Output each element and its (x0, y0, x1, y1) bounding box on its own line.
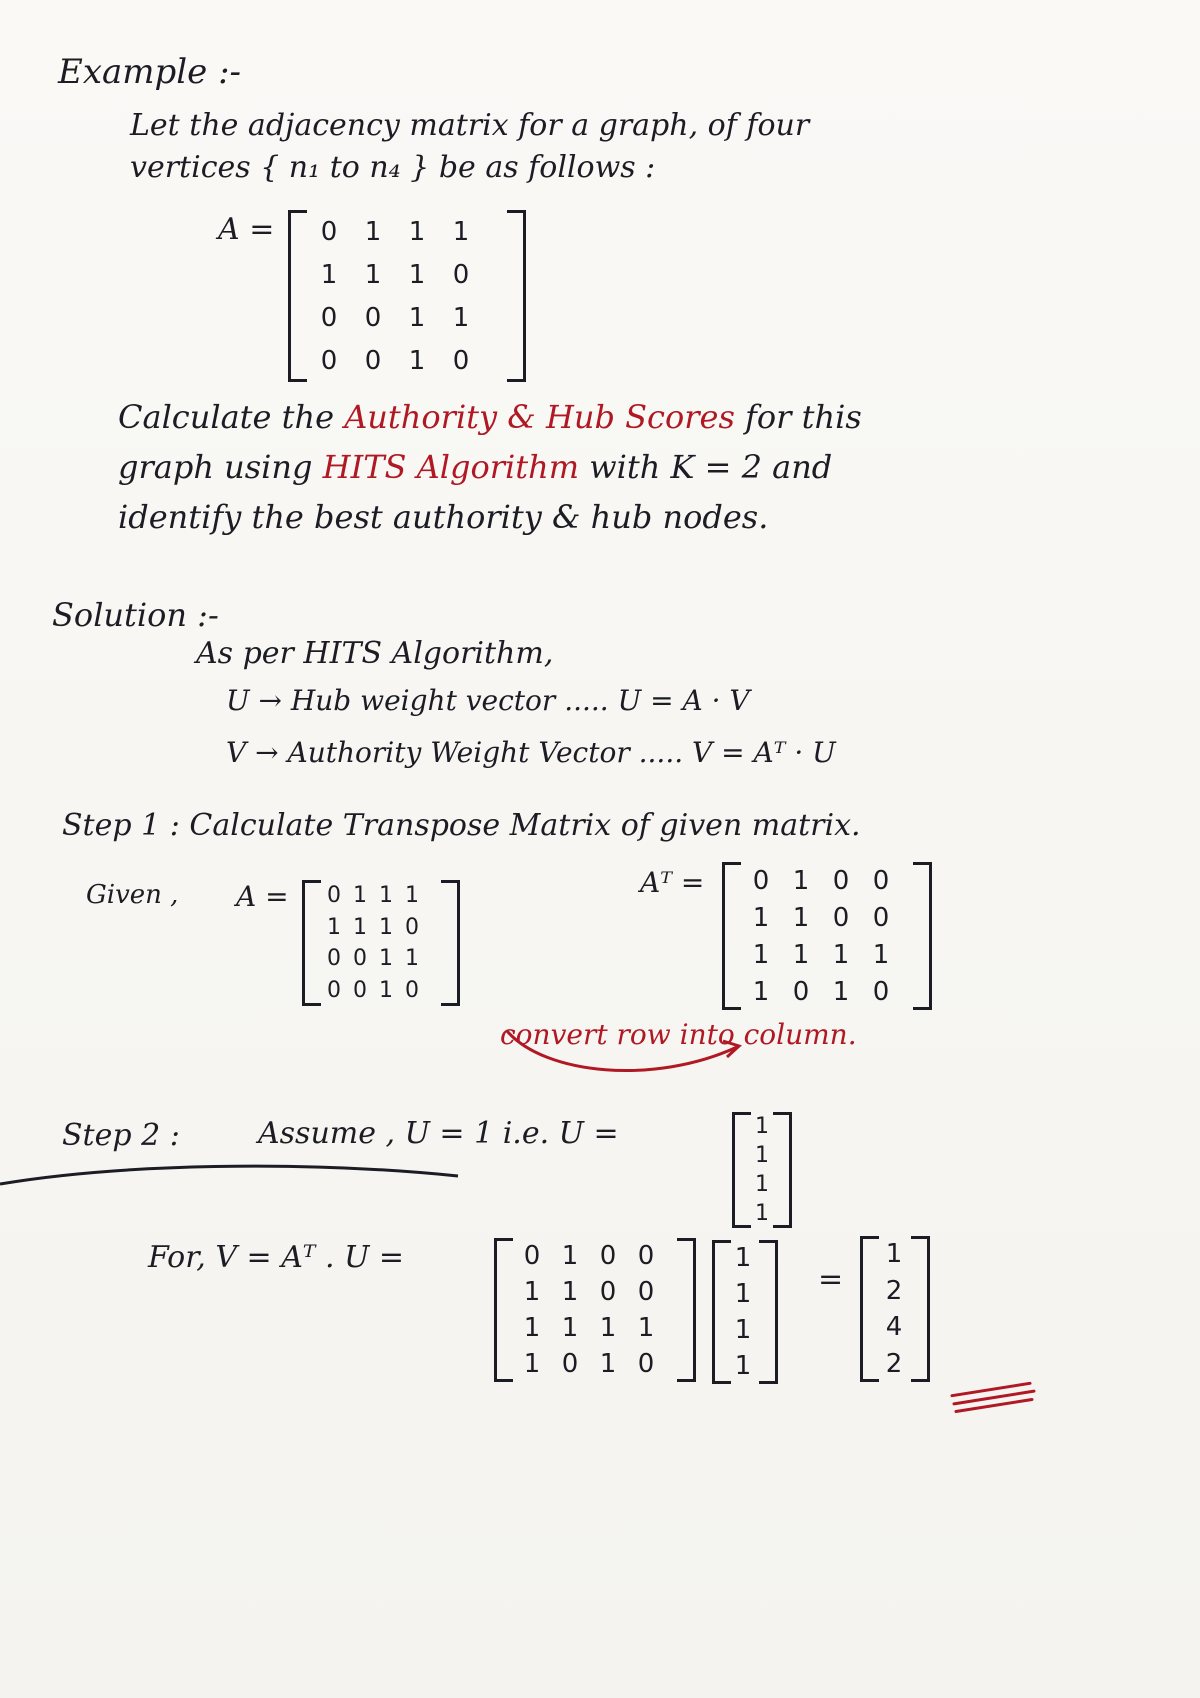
matrix-cell: 0 (353, 977, 367, 1003)
matrix-cell: 1 (561, 1277, 579, 1307)
matrix-cell: 1 (408, 216, 426, 247)
matrix-cell: 1 (755, 1172, 769, 1197)
intro-line-2: vertices { n₁ to n₄ } be as follows : (130, 150, 656, 185)
matrix-cell: 1 (561, 1313, 579, 1343)
matrix-cell: 1 (885, 1239, 903, 1270)
matrix-cell: 0 (752, 865, 770, 896)
result-vector (860, 1236, 930, 1382)
matrix-cell: 1 (599, 1349, 617, 1379)
matrix-cell: 1 (408, 345, 426, 376)
left-bracket (722, 862, 741, 1010)
matrix-cell: 1 (755, 1143, 769, 1168)
u-vector-cells (751, 1112, 773, 1228)
matrix-cell: 1 (561, 1241, 579, 1271)
matrix-cell: 0 (832, 902, 850, 933)
right-bracket (911, 1236, 930, 1382)
matrix-cell: 1 (320, 259, 338, 290)
left-bracket (494, 1238, 513, 1382)
matrix-cell: 0 (872, 902, 890, 933)
matrix-cell: 1 (792, 939, 810, 970)
question-text: for this (745, 398, 862, 436)
matrix-cell: 0 (327, 946, 341, 972)
matrix-cell: 1 (752, 902, 770, 933)
right-bracket (441, 880, 460, 1006)
u-vector (732, 1112, 792, 1228)
matrix-cell: 1 (755, 1114, 769, 1139)
matrix-cell: 1 (752, 976, 770, 1007)
matrix-cell: 1 (832, 976, 850, 1007)
matrix-cell: 1 (327, 914, 341, 940)
matrix-cell: 4 (885, 1312, 903, 1343)
step1-a-label: A = (236, 880, 289, 913)
matrix-cell: 1 (452, 216, 470, 247)
left-bracket (712, 1240, 731, 1384)
step1-at-label: Aᵀ = (640, 866, 705, 899)
matrix-cell: 0 (599, 1241, 617, 1271)
step1-matrix-a (302, 880, 460, 1006)
assume-text: Assume , U = 1 i.e. U = (258, 1116, 619, 1151)
right-bracket (759, 1240, 778, 1384)
step1-heading (62, 808, 861, 843)
left-bracket (288, 210, 307, 382)
right-bracket (773, 1112, 792, 1228)
matrix-a-label: A = (218, 212, 275, 247)
matrix-cell: 0 (523, 1241, 541, 1271)
matrix-cell: 0 (320, 216, 338, 247)
step2-heading: Step 2 : (62, 1118, 180, 1153)
matrix-cell: 1 (755, 1201, 769, 1226)
question-text: with K = 2 and (589, 448, 833, 486)
matrix-cell: 0 (872, 865, 890, 896)
matrix-cell: 1 (637, 1313, 655, 1343)
matrix-cell: 0 (452, 259, 470, 290)
underline-mark (950, 1382, 1031, 1398)
matrix-cell: 0 (452, 345, 470, 376)
matrix-cell: 0 (327, 883, 341, 909)
left-bracket (302, 880, 321, 1006)
result-vector-cells (879, 1236, 911, 1382)
matrix-cell: 1 (452, 302, 470, 333)
step1-label: Step 1 : (62, 808, 180, 843)
matrix-a-top-cells (307, 210, 507, 382)
matrix-cell: 0 (320, 345, 338, 376)
intro-line-1: Let the adjacency matrix for a graph, of four (130, 108, 810, 143)
matrix-cell: 1 (364, 259, 382, 290)
matrix-cell: 2 (885, 1348, 903, 1379)
matrix-cell: 0 (364, 302, 382, 333)
step1-matrix-at (722, 862, 932, 1010)
question-line-1 (118, 398, 862, 436)
matrix-cell: 1 (379, 883, 393, 909)
matrix-cell: 1 (872, 939, 890, 970)
matrix-cell: 0 (320, 302, 338, 333)
matrix-cell: 1 (379, 977, 393, 1003)
step1-matrix-a-cells (321, 880, 441, 1006)
matrix-cell: 1 (353, 883, 367, 909)
matrix-cell: 0 (637, 1277, 655, 1307)
right-bracket (913, 862, 932, 1010)
question-text: Calculate the (118, 398, 335, 436)
matrix-cell: 1 (379, 946, 393, 972)
question-line-2 (118, 448, 832, 486)
matrix-cell: 0 (327, 977, 341, 1003)
matrix-cell: 1 (792, 865, 810, 896)
left-bracket (732, 1112, 751, 1228)
matrix-cell: 0 (364, 345, 382, 376)
matrix-cell: 1 (405, 946, 419, 972)
for-v-label: For, V = Aᵀ . U = (148, 1240, 405, 1275)
step2-matrix-at-cells (513, 1238, 677, 1382)
matrix-cell: 1 (523, 1349, 541, 1379)
step1-text: Calculate Transpose Matrix of given matrix. (189, 808, 861, 843)
left-bracket (860, 1236, 879, 1382)
matrix-cell: 1 (408, 302, 426, 333)
question-highlight: Authority & Hub Scores (344, 398, 735, 436)
question-text: graph using (118, 448, 313, 486)
matrix-cell: 2 (885, 1275, 903, 1306)
right-bracket (677, 1238, 696, 1382)
matrix-cell: 1 (734, 1279, 752, 1309)
matrix-cell: 0 (405, 914, 419, 940)
matrix-a-top (288, 210, 526, 382)
question-highlight: HITS Algorithm (322, 448, 580, 486)
matrix-cell: 1 (752, 939, 770, 970)
matrix-cell: 1 (379, 914, 393, 940)
matrix-cell: 0 (599, 1277, 617, 1307)
matrix-cell: 1 (792, 902, 810, 933)
matrix-cell: 1 (408, 259, 426, 290)
matrix-cell: 0 (872, 976, 890, 1007)
matrix-cell: 1 (364, 216, 382, 247)
transpose-note: convert row into column. (500, 1018, 857, 1051)
matrix-cell: 0 (792, 976, 810, 1007)
matrix-cell: 0 (353, 946, 367, 972)
given-label: Given , (86, 880, 179, 910)
hits-intro: As per HITS Algorithm, (196, 636, 554, 671)
section-divider-icon (0, 1158, 460, 1188)
matrix-cell: 0 (561, 1349, 579, 1379)
matrix-cell: 1 (734, 1351, 752, 1381)
step2-matrix-at (494, 1238, 696, 1382)
u-definition: U → Hub weight vector ..... U = A · V (226, 684, 750, 717)
matrix-cell: 1 (523, 1277, 541, 1307)
matrix-cell: 0 (637, 1349, 655, 1379)
question-line-3: identify the best authority & hub nodes. (118, 498, 769, 536)
matrix-cell: 1 (734, 1315, 752, 1345)
matrix-cell: 1 (523, 1313, 541, 1343)
matrix-cell: 1 (353, 914, 367, 940)
matrix-cell: 1 (832, 939, 850, 970)
step1-matrix-at-cells (741, 862, 913, 1010)
equals-sign: = (818, 1262, 844, 1297)
matrix-cell: 1 (405, 883, 419, 909)
step2-u-column (712, 1240, 778, 1384)
v-definition: V → Authority Weight Vector ..... V = Aᵀ · U (226, 736, 836, 769)
matrix-cell: 0 (637, 1241, 655, 1271)
matrix-cell: 0 (832, 865, 850, 896)
solution-heading: Solution :- (52, 596, 219, 634)
example-heading: Example :- (58, 52, 242, 92)
matrix-cell: 1 (734, 1243, 752, 1273)
matrix-cell: 1 (599, 1313, 617, 1343)
matrix-cell: 0 (405, 977, 419, 1003)
step2-u-column-cells (731, 1240, 759, 1384)
right-bracket (507, 210, 526, 382)
